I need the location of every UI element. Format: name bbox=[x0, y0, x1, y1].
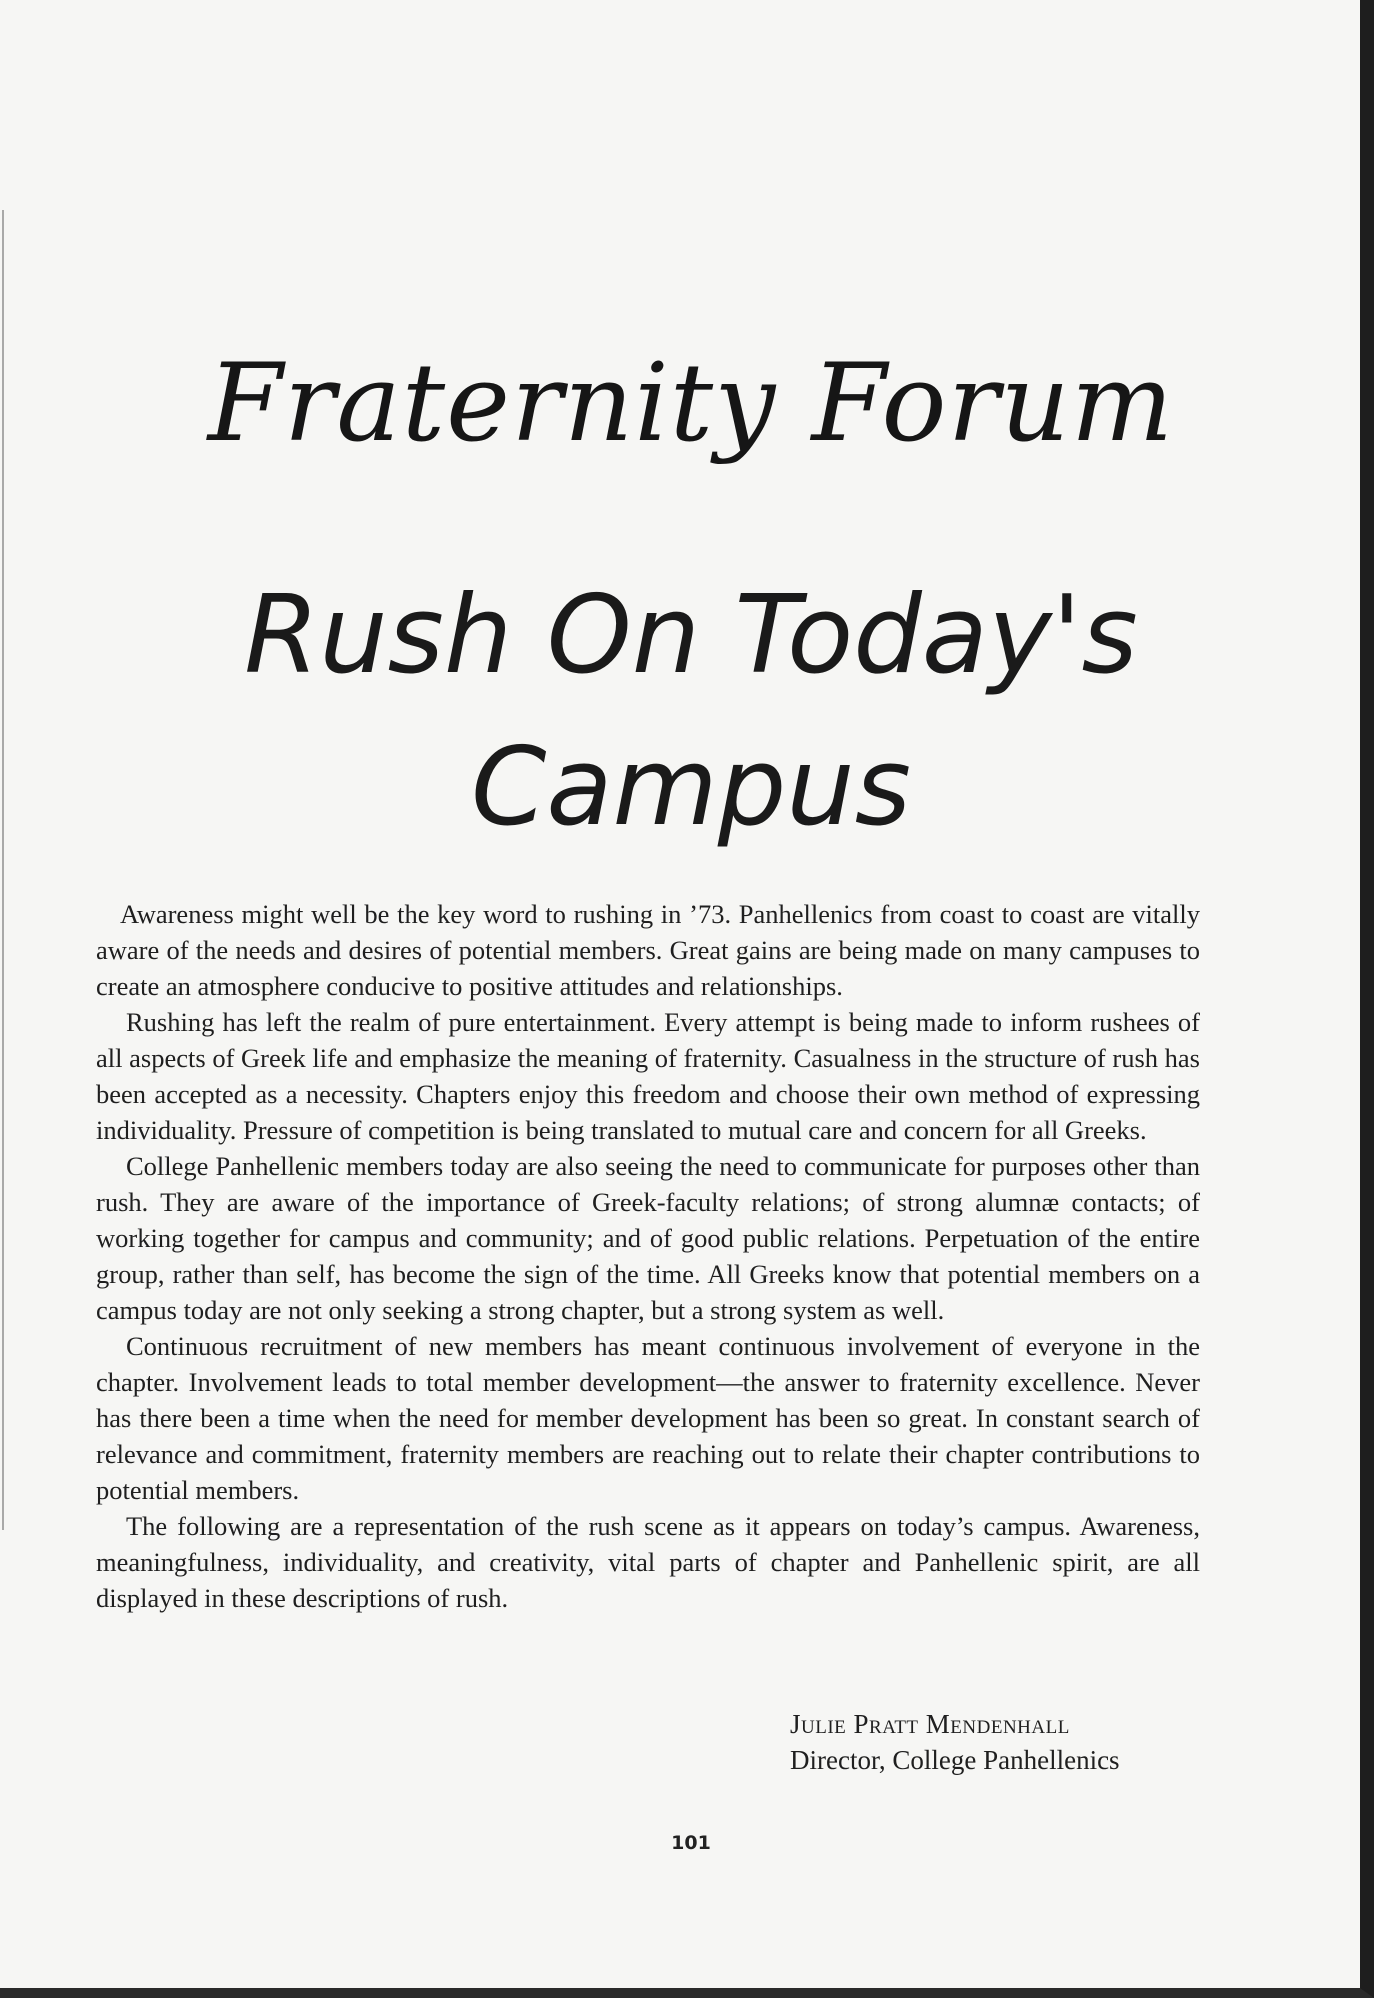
page-number: 101 bbox=[671, 1832, 711, 1854]
author-name: Julie Pratt Mendenhall bbox=[790, 1709, 1070, 1739]
paragraph-1: Awareness might well be the key word to rushing in ’73. Panhellenics from coast to coast are vitally aware of the needs and desires of potential members. Great gains are being made on many campuses to create an atmosphere conducive to positive attitudes and relationships. bbox=[96, 899, 1200, 1001]
article-title-line-2: Campus bbox=[470, 725, 912, 850]
article-title bbox=[0, 560, 1382, 864]
paragraph-2: Rushing has left the realm of pure entertainment. Every attempt is being made to inform rushees of all aspects of Greek life and emphasize the meaning of fraternity. Casualness in the structure of rush has been accepted as a necessity. Chapters enjoy this freedom and choose their own method of expressing individuality. Pressure of competition is being translated to mutual care and concern for all Greeks. bbox=[96, 1007, 1200, 1145]
paragraph-5: The following are a representation of the rush scene as it appears on today’s campus. Awareness, meaningfulness, individuality, and creativity, vital parts of chapter and Panhellenic spirit, are all displayed in these descriptions of rush. bbox=[96, 1511, 1200, 1613]
signature-block bbox=[790, 1706, 1120, 1778]
paragraph-4: Continuous recruitment of new members has meant continuous involvement of everyone in the chapter. Involvement leads to total member development—the answer to fraternity excellence. Never has there been a time when the need for member development has been so great. In constant search of relevance and commitment, fraternity members are reaching out to relate their chapter contributions to potential members. bbox=[96, 1331, 1200, 1505]
paragraph-3: College Panhellenic members today are also seeing the need to communicate for purposes other than rush. They are aware of the importance of Greek-faculty relations; of strong alumnæ contacts; of working together for campus and community; and of good public relations. Perpetuation of the entire group, rather than self, has become the sign of the time. All Greeks know that potential members on a campus today are not only seeking a strong chapter, but a strong system as well. bbox=[96, 1151, 1200, 1325]
article-title-line-1: Rush On Today's bbox=[244, 573, 1138, 698]
author-position: Director, College Panhellenics bbox=[790, 1745, 1120, 1775]
article-body bbox=[96, 896, 1200, 1616]
forum-title: Fraternity Forum bbox=[207, 341, 1175, 466]
